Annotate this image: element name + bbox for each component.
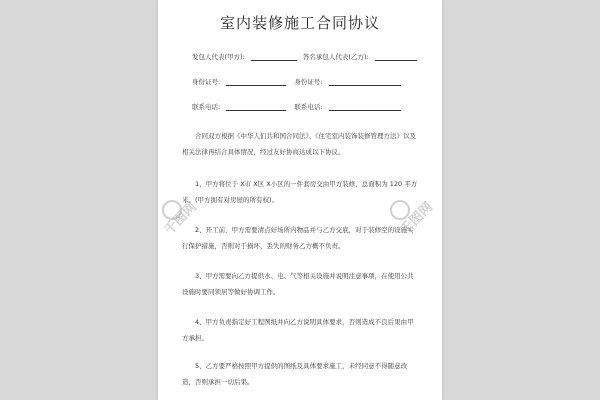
party-a-label: 发包人代表(甲方): [192, 53, 245, 61]
watermark-right: 千图网 [397, 199, 437, 239]
id-blank-b [329, 77, 401, 86]
clause-5: 5、乙方要严格按照甲方提供的图纸及具体要求施工，未经同意不得随意改造，否则承担一切后果。 [182, 362, 408, 386]
document-page [158, 0, 442, 400]
watermark-left: 千图网 [161, 199, 201, 239]
party-b-blank [375, 52, 417, 61]
id-label-a: 身份证号: [192, 78, 221, 86]
party-b-label: 答名承包人代表(乙方): [302, 53, 369, 61]
id-label-b: 身份证号: [294, 78, 323, 86]
phone-label-b: 联系电话: [294, 103, 323, 111]
phone-blank-a [226, 102, 286, 111]
clause-4: 4、甲方负责指定好工程图纸并向乙方说明具体要求，否则造成不良后果由甲方承担。 [182, 318, 414, 342]
clause-3: 3、甲方需要向乙方提供水、电、气等相关设施并说明注意事项，在使用公共设施时要同领居等做好协调工作。 [182, 272, 414, 296]
intro-paragraph: 合同双方根据《中华人们共和国合同法》、《住宅室内装饰装修管理方法》以及相关法律再结合具体情况，经过友好协商达成以下协议。 [182, 132, 416, 156]
phone-blank-b [329, 102, 401, 111]
phone-row [192, 102, 401, 114]
page-title: 室内装修施工合同协议 [219, 14, 380, 32]
id-row [192, 77, 401, 89]
phone-label-a: 联系电话: [192, 103, 221, 111]
clause-1: 1、甲方将位于 X市 X区 X小区的一件套房交由甲方装修，总面积为 120 平方米。(甲方拥有对房屋的所有权)。 [182, 180, 418, 204]
party-a-blank [251, 52, 297, 61]
clause-2: 2、开工前，甲方需要清点好场所内物品并与乙方交底，对于装修空的设施实行保护措施，否则对于损坏、丢失的财务乙方概不负责。 [182, 226, 414, 250]
party-row [192, 52, 417, 64]
id-blank-a [226, 77, 286, 86]
